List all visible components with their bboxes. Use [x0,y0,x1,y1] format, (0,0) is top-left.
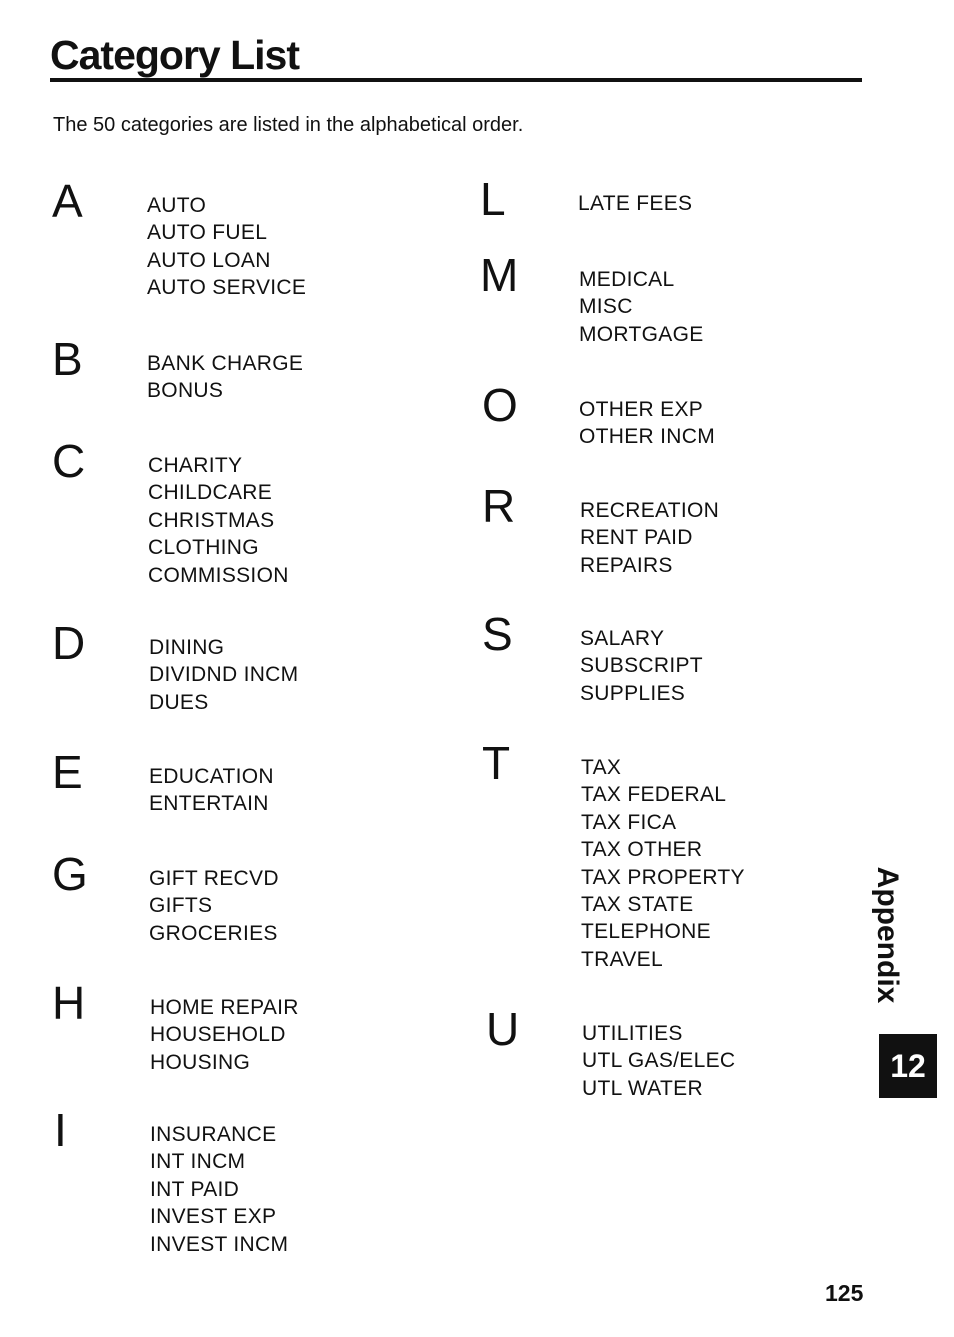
index-letter: I [54,1104,67,1156]
category-item: SUPPLIES [580,681,686,705]
category-item: CHILDCARE [148,481,273,505]
category-item: CLOTHING [148,536,259,560]
category-item: MORTGAGE [579,322,704,346]
category-item: UTL WATER [582,1076,703,1100]
category-item: MEDICAL [579,268,675,291]
appendix-tab-label [862,860,912,1010]
category-list [580,497,719,579]
category-item: OTHER EXP [579,398,704,421]
chapter-number-tab: 12 [879,1034,937,1098]
page-title: Category List [50,32,299,78]
category-item: TAX PROPERTY [581,865,745,889]
category-list [150,994,299,1076]
category-item: HOUSEHOLD [150,1023,286,1047]
category-list [150,1121,288,1258]
category-item: TAX FICA [581,810,677,834]
index-letter: R [482,480,516,532]
category-item: AUTO FUEL [147,221,268,245]
category-item: UTILITIES [582,1022,683,1045]
index-letter: G [52,848,88,900]
index-letter: T [482,737,511,789]
category-item: HOME REPAIR [150,996,299,1019]
category-item: INT INCM [150,1150,246,1174]
category-item: INSURANCE [150,1123,277,1146]
category-list [580,625,703,707]
category-list [149,634,298,716]
category-item: ENTERTAIN [149,792,269,816]
category-list [579,266,704,348]
index-letter: O [482,379,518,431]
index-letter: E [52,746,83,798]
intro-text: The 50 categories are listed in the alphabetical order. [53,114,524,136]
index-letter: S [482,608,513,660]
category-item: SALARY [580,627,665,650]
category-list [581,754,745,973]
category-item: OTHER INCM [579,425,715,449]
category-item: BANK CHARGE [147,352,304,375]
category-list [148,452,289,589]
category-item: INVEST INCM [150,1232,289,1256]
category-item: AUTO SERVICE [147,276,307,300]
category-item: INT PAID [150,1177,240,1201]
index-letter: A [52,175,83,227]
category-item: GROCERIES [149,921,278,945]
index-letter: M [480,249,519,301]
category-item: CHARITY [148,454,243,477]
index-letter: L [480,173,506,225]
category-item: TAX STATE [581,893,694,917]
category-item: REPAIRS [580,553,673,577]
index-letter: H [52,977,86,1029]
category-item: RECREATION [580,499,720,522]
category-item: LATE FEES [578,192,693,215]
category-item: TAX OTHER [581,838,703,862]
category-list [582,1020,735,1102]
category-item: UTL GAS/ELEC [582,1049,736,1073]
title-underline [50,78,862,82]
category-item: MISC [579,295,633,319]
category-item: SUBSCRIPT [580,654,703,678]
category-item: EDUCATION [149,765,274,788]
index-letter: D [52,617,86,669]
category-item: DINING [149,636,225,659]
category-item: TAX [581,756,622,779]
category-list [149,763,274,818]
category-item: BONUS [147,379,224,403]
category-list [579,396,715,451]
category-item: DUES [149,690,209,714]
category-item: HOUSING [150,1050,251,1074]
category-item: TAX FEDERAL [581,783,727,807]
category-list [147,192,306,302]
category-list [578,190,692,217]
category-item: GIFTS [149,894,213,918]
category-item: TELEPHONE [581,920,711,944]
category-item: COMMISSION [148,563,289,587]
category-item: TRAVEL [581,947,663,971]
category-item: CHRISTMAS [148,508,275,532]
appendix-label: Appendix [871,866,904,1004]
index-letter: C [52,435,86,487]
category-item: INVEST EXP [150,1205,277,1229]
index-letter: U [486,1003,520,1055]
category-item: AUTO LOAN [147,248,271,272]
category-item: RENT PAID [580,526,693,550]
index-letter: B [52,333,83,385]
category-item: DIVIDND INCM [149,663,299,687]
category-list [149,865,279,947]
page-number: 125 [825,1280,864,1306]
category-item: GIFT RECVD [149,867,279,890]
category-list [147,350,303,405]
category-item: AUTO [147,194,207,217]
